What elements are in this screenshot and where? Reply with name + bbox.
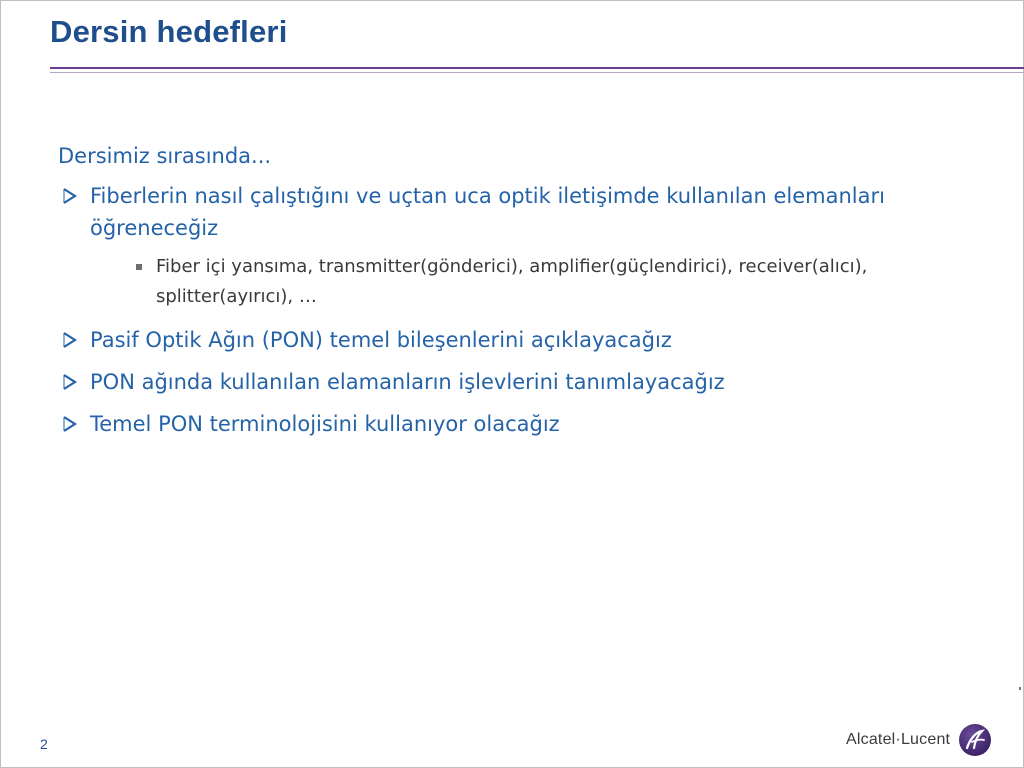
edge-mark	[1019, 687, 1021, 690]
title-divider	[50, 67, 1024, 69]
bullet-text: Pasif Optik Ağın (PON) temel bileşenlerini açıklayacağız	[90, 328, 672, 352]
bullet-item	[58, 366, 958, 398]
page-number: 2	[40, 736, 48, 752]
bullet-text: PON ağında kullanılan elamanların işlevlerini tanımlayacağız	[90, 370, 725, 394]
brand-logo	[846, 722, 992, 758]
arrow-bullet-icon	[60, 324, 80, 356]
bullet-text: Fiberlerin nasıl çalıştığını ve uçtan uca optik iletişimde kullanılan elemanları öğreneceğiz	[90, 184, 885, 240]
slide-body	[58, 140, 958, 450]
sub-bullet-item	[136, 252, 958, 312]
brand-name: Alcatel·Lucent	[846, 731, 951, 748]
intro-text: Dersimiz sırasında...	[58, 144, 272, 168]
slide-title: Dersin hedefleri	[50, 14, 288, 49]
arrow-bullet-icon	[60, 408, 80, 440]
bullet-item	[58, 408, 958, 440]
sub-bullet-text: Fiber içi yansıma, transmitter(gönderici), amplifier(güçlendirici), receiver(alıcı), splitter(ayırıcı), …	[156, 256, 868, 307]
title-divider-thin	[50, 72, 1024, 73]
bullet-item	[58, 324, 958, 356]
alcatel-lucent-logo-icon	[958, 723, 992, 757]
arrow-bullet-icon	[60, 366, 80, 398]
bullet-text: Temel PON terminolojisini kullanıyor olacağız	[90, 412, 560, 436]
square-bullet-icon	[136, 264, 142, 270]
bullet-item	[58, 180, 958, 244]
arrow-bullet-icon	[60, 180, 80, 212]
